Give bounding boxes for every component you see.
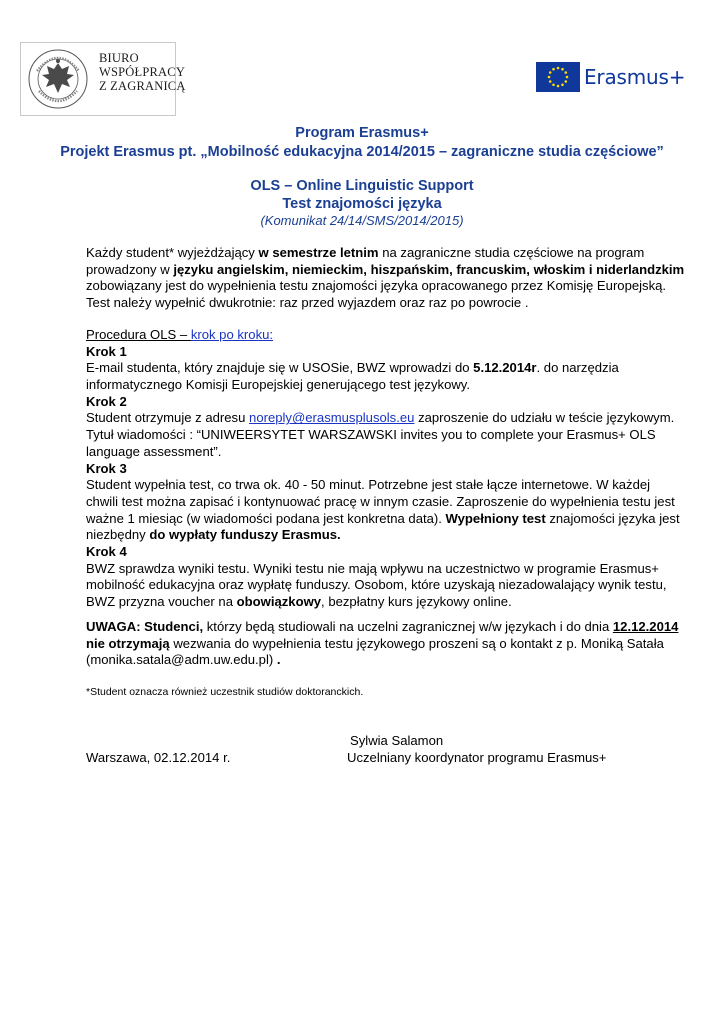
text-line xyxy=(86,510,680,528)
step-label: Krok 2 xyxy=(86,393,127,409)
text-line xyxy=(86,245,646,262)
step-label: Krok 1 xyxy=(86,343,127,359)
text-line: chwili test można zapisać i kontynuować pracę w innym czasie. Zaproszenie do wypełnienia testu jest xyxy=(86,493,675,509)
bold-run: Wypełniony test xyxy=(445,510,546,526)
text-line: BWZ sprawdza wyniki testu. Wyniki testu nie mają wpływu na uczestnictwo w programie Erasmus+ xyxy=(86,560,659,576)
heading-test: Test znajomości języka xyxy=(282,196,442,212)
signature-name xyxy=(350,733,650,750)
eu-flag-icon xyxy=(536,62,580,92)
text-run: Student otrzymuje z adresu xyxy=(86,410,250,426)
heading-komunikat: (Komunikat 24/14/SMS/2014/2015) xyxy=(260,213,464,228)
text-line: Uczelniany koordynator programu Erasmus+ xyxy=(347,750,607,765)
biuro-line: Z ZAGRANICĄ xyxy=(99,79,186,93)
text-run: Każdy student* wyjeżdżający xyxy=(86,245,259,260)
bold-date: 12.12.2014 xyxy=(612,619,679,634)
step-label: Krok 4 xyxy=(86,543,127,559)
bold-run: nie otrzymają xyxy=(86,635,170,651)
text-line: Tytuł wiadomości : “UNIWEERSYTET WARSZAWSKI invites you to complete your Erasmus+ OLS xyxy=(86,427,656,443)
text-run: wezwania do wypełnienia testu językowego proszeni są o kontakt z p. Moniką Satała xyxy=(169,635,664,651)
text-run: którzy będą studiowali na uczelni zagranicznej w/w językach i do dnia xyxy=(203,619,613,634)
biuro-wordmark xyxy=(99,51,186,93)
procedure-title xyxy=(86,327,646,344)
text-line xyxy=(86,619,679,636)
heading-ols: OLS – Online Linguistic Support xyxy=(250,178,474,194)
bold-run: obowiązkowy xyxy=(236,594,322,609)
text-line xyxy=(86,594,646,611)
signature-role xyxy=(347,750,647,767)
email-link[interactable]: noreply@erasmusplusols.eu xyxy=(249,410,415,426)
place-date xyxy=(86,750,326,767)
bold-run: UWAGA: Studenci, xyxy=(86,619,204,634)
text-run: ważne 1 miesiąc (w wiadomości podana jest konkretna data). xyxy=(86,510,446,526)
text-line xyxy=(86,652,646,669)
text-run: prowadzony w xyxy=(86,261,174,277)
erasmus-logo xyxy=(536,62,686,96)
text-line: mobilność edukacyjna oraz wypłatę funduszy. Osobom, które uzyskają niezadowalający wynik testu, xyxy=(86,577,667,593)
text-run: (monika.satala@adm.uw.edu.pl) xyxy=(86,652,277,668)
text-line xyxy=(86,635,664,653)
heading-project: Projekt Erasmus pt. „Mobilność edukacyjna 2014/2015 – zagraniczne studia częściowe” xyxy=(60,144,664,160)
footnote: *Student oznacza również uczestnik studiów doktoranckich. xyxy=(86,686,364,698)
text-run: zaproszenie do udziału w teście językowym. xyxy=(414,410,675,426)
bold-run: 5.12.2014r xyxy=(473,360,537,376)
intro-paragraph xyxy=(86,245,685,312)
text-line xyxy=(86,410,675,427)
warning-paragraph xyxy=(86,619,679,669)
text-run: niezbędny xyxy=(86,527,150,543)
text-line: language assessment”. xyxy=(86,443,222,459)
text-line: informatycznego Komisji Europejskiej generującego test językowy. xyxy=(86,377,471,393)
text-run: BWZ przyzna voucher na xyxy=(86,594,237,609)
text-run: Procedura OLS – xyxy=(86,327,191,342)
heading-program: Program Erasmus+ xyxy=(295,125,429,141)
procedure-link[interactable]: krok po kroku: xyxy=(190,327,274,342)
text-run: , bezpłatny kurs językowy online. xyxy=(321,594,512,609)
text-line: Test należy wypełnić dwukrotnie: raz przed wyjazdem oraz raz po powrocie . xyxy=(86,295,529,311)
bold-run: . xyxy=(276,652,281,668)
text-run: . do narzędzia xyxy=(536,360,619,376)
text-line: zobowiązany jest do wypełnienia testu znajomości języka opracowanego przez Komisję Europejską. xyxy=(86,278,667,294)
text-run: znajomości języka jest xyxy=(545,510,680,526)
text-line: Student wypełnia test, co trwa ok. 40 - 50 minut. Potrzebne jest stałe łącze internetowe. W każdej xyxy=(86,477,651,493)
bold-run: do wypłaty funduszy Erasmus. xyxy=(149,527,341,543)
procedure-section xyxy=(86,327,680,611)
text-run: E-mail studenta, który znajduje się w USOSie, BWZ wprowadzi do xyxy=(86,360,474,376)
bold-run: języku angielskim, niemieckim, hiszpańskim, francuskim, włoskim i niderlandzkim xyxy=(173,261,685,277)
biuro-line: BIURO xyxy=(99,51,139,65)
university-logo xyxy=(20,42,186,116)
text-line xyxy=(86,527,646,544)
text-line xyxy=(86,261,685,279)
text-line: Warszawa, 02.12.2014 r. xyxy=(86,750,231,765)
biuro-line: WSPÓŁPRACY xyxy=(99,65,186,79)
step-label: Krok 3 xyxy=(86,460,127,476)
university-eagle-seal-icon xyxy=(27,47,89,111)
bold-run: w semestrze letnim xyxy=(258,245,379,260)
text-line xyxy=(86,360,646,377)
erasmus-wordmark: Erasmus+ xyxy=(584,65,686,89)
text-line: Sylwia Salamon xyxy=(350,733,444,748)
text-run: na zagraniczne studia częściowe na program xyxy=(378,245,645,260)
